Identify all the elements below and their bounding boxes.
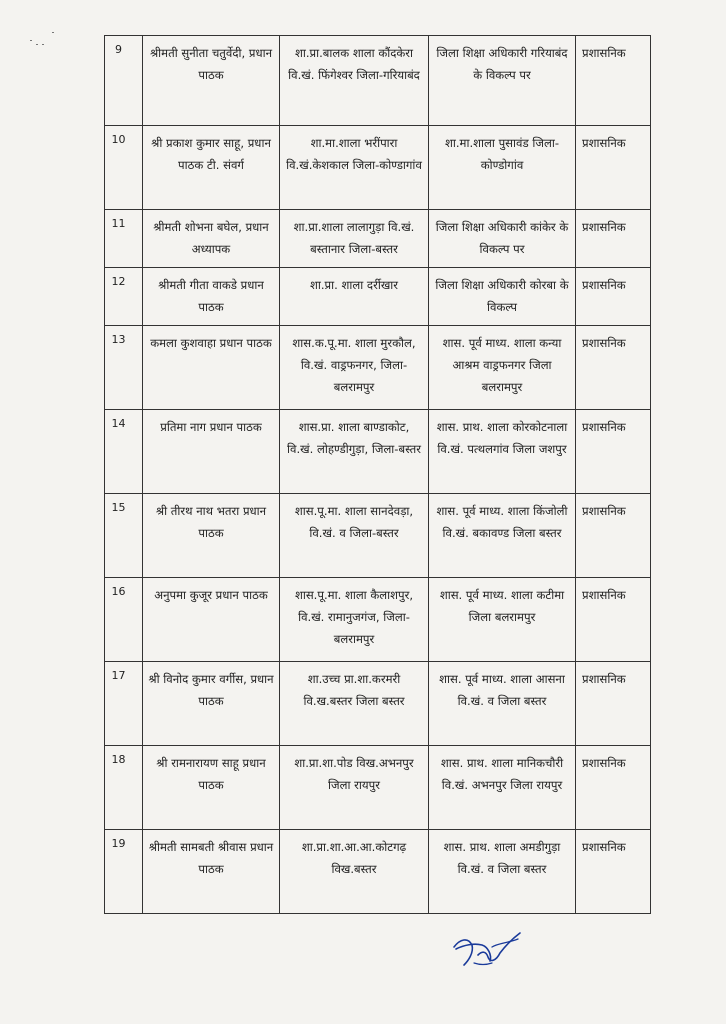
current-posting-cell: शा.उच्च प्रा.शा.करमरी वि.ख.बस्तर जिला बस्तर: [280, 662, 429, 746]
category-cell: प्रशासनिक: [576, 410, 651, 494]
name-cell: श्रीमती सामबती श्रीवास प्रधान पाठक: [143, 830, 280, 914]
table-row: [105, 494, 651, 578]
serial-number-cell: 18: [105, 746, 143, 830]
new-posting-cell: शास. पूर्व माध्य. शाला किंजोली वि.खं. बकावण्ड जिला बस्तर: [429, 494, 576, 578]
name-cell: अनुपमा कुजूर प्रधान पाठक: [143, 578, 280, 662]
category-cell: प्रशासनिक: [576, 126, 651, 210]
table-row: [105, 326, 651, 410]
table-row: [105, 210, 651, 268]
new-posting-cell: शा.मा.शाला पुसावंड जिला-कोण्डोगांव: [429, 126, 576, 210]
new-posting-cell: जिला शिक्षा अधिकारी कोरबा के विकल्प: [429, 268, 576, 326]
table-row: [105, 830, 651, 914]
current-posting-cell: शा.प्रा.शा.पोड विख.अभनपुर जिला रायपुर: [280, 746, 429, 830]
table-row: [105, 410, 651, 494]
category-cell: प्रशासनिक: [576, 268, 651, 326]
new-posting-cell: शास. प्राथ. शाला अमडीगुड़ा वि.खं. व जिला बस्तर: [429, 830, 576, 914]
category-cell: प्रशासनिक: [576, 326, 651, 410]
serial-number-cell: 15: [105, 494, 143, 578]
table-row: [105, 126, 651, 210]
name-cell: श्री प्रकाश कुमार साहू, प्रधान पाठक टी. संवर्ग: [143, 126, 280, 210]
category-cell: प्रशासनिक: [576, 662, 651, 746]
new-posting-cell: शास. प्राथ. शाला कोरकोटनाला वि.खं. पत्थलगांव जिला जशपुर: [429, 410, 576, 494]
table-row: [105, 268, 651, 326]
current-posting-cell: शास.क.पू.मा. शाला मुरकौल, वि.खं. वाड्रफनगर, जिला-बलरामपुर: [280, 326, 429, 410]
current-posting-cell: शास.प्रा. शाला बाण्डाकोट, वि.खं. लोहण्डीगुड़ा, जिला-बस्तर: [280, 410, 429, 494]
name-cell: प्रतिमा नाग प्रधान पाठक: [143, 410, 280, 494]
serial-number-cell: 9: [105, 36, 143, 126]
current-posting-cell: शास.पू.मा. शाला सानदेवड़ा, वि.खं. व जिला-बस्तर: [280, 494, 429, 578]
category-cell: प्रशासनिक: [576, 746, 651, 830]
serial-number-cell: 19: [105, 830, 143, 914]
name-cell: कमला कुशवाहा प्रधान पाठक: [143, 326, 280, 410]
serial-number-cell: 12: [105, 268, 143, 326]
category-cell: प्रशासनिक: [576, 36, 651, 126]
serial-number-cell: 16: [105, 578, 143, 662]
new-posting-cell: जिला शिक्षा अधिकारी गरियाबंद के विकल्प पर: [429, 36, 576, 126]
transfer-table: [104, 35, 651, 914]
current-posting-cell: शा.प्रा.शाला लालागुड़ा वि.खं. बस्तानार जिला-बस्तर: [280, 210, 429, 268]
current-posting-cell: शा.प्रा.शा.आ.आ.कोटगढ़ विख.बस्तर: [280, 830, 429, 914]
name-cell: श्रीमती शोभना बघेल, प्रधान अध्यापक: [143, 210, 280, 268]
serial-number-cell: 14: [105, 410, 143, 494]
name-cell: श्री तीरथ नाथ भतरा प्रधान पाठक: [143, 494, 280, 578]
serial-number-cell: 13: [105, 326, 143, 410]
current-posting-cell: शा.प्रा. शाला दर्रीखार: [280, 268, 429, 326]
transfer-table-body: [105, 36, 651, 914]
new-posting-cell: शास. पूर्व माध्य. शाला कन्या आश्रम वाड्रफनगर जिला बलरामपुर: [429, 326, 576, 410]
scan-marks: [30, 30, 60, 50]
current-posting-cell: शास.पू.मा. शाला कैलाशपुर, वि.खं. रामानुजगंज, जिला-बलरामपुर: [280, 578, 429, 662]
new-posting-cell: जिला शिक्षा अधिकारी कांकेर के विकल्प पर: [429, 210, 576, 268]
category-cell: प्रशासनिक: [576, 494, 651, 578]
name-cell: श्री विनोद कुमार वर्गीस, प्रधान पाठक: [143, 662, 280, 746]
table-row: [105, 36, 651, 126]
table-row: [105, 746, 651, 830]
new-posting-cell: शास. पूर्व माध्य. शाला आसना वि.खं. व जिला बस्तर: [429, 662, 576, 746]
name-cell: श्रीमती सुनीता चतुर्वेदी, प्रधान पाठक: [143, 36, 280, 126]
new-posting-cell: शास. प्राथ. शाला मानिकचौरी वि.खं. अभनपुर जिला रायपुर: [429, 746, 576, 830]
handwritten-signature-icon: [448, 925, 528, 975]
serial-number-cell: 17: [105, 662, 143, 746]
current-posting-cell: शा.मा.शाला भरींपारा वि.खं.केशकाल जिला-कोण्डागांव: [280, 126, 429, 210]
table-row: [105, 662, 651, 746]
name-cell: श्रीमती गीता वाकडे प्रधान पाठक: [143, 268, 280, 326]
category-cell: प्रशासनिक: [576, 830, 651, 914]
category-cell: प्रशासनिक: [576, 210, 651, 268]
serial-number-cell: 11: [105, 210, 143, 268]
current-posting-cell: शा.प्रा.बालक शाला कौंदकेरा वि.खं. फिंगेश्वर जिला-गरियाबंद: [280, 36, 429, 126]
new-posting-cell: शास. पूर्व माध्य. शाला कटीमा जिला बलरामपुर: [429, 578, 576, 662]
category-cell: प्रशासनिक: [576, 578, 651, 662]
serial-number-cell: 10: [105, 126, 143, 210]
table-row: [105, 578, 651, 662]
name-cell: श्री रामनारायण साहू प्रधान पाठक: [143, 746, 280, 830]
